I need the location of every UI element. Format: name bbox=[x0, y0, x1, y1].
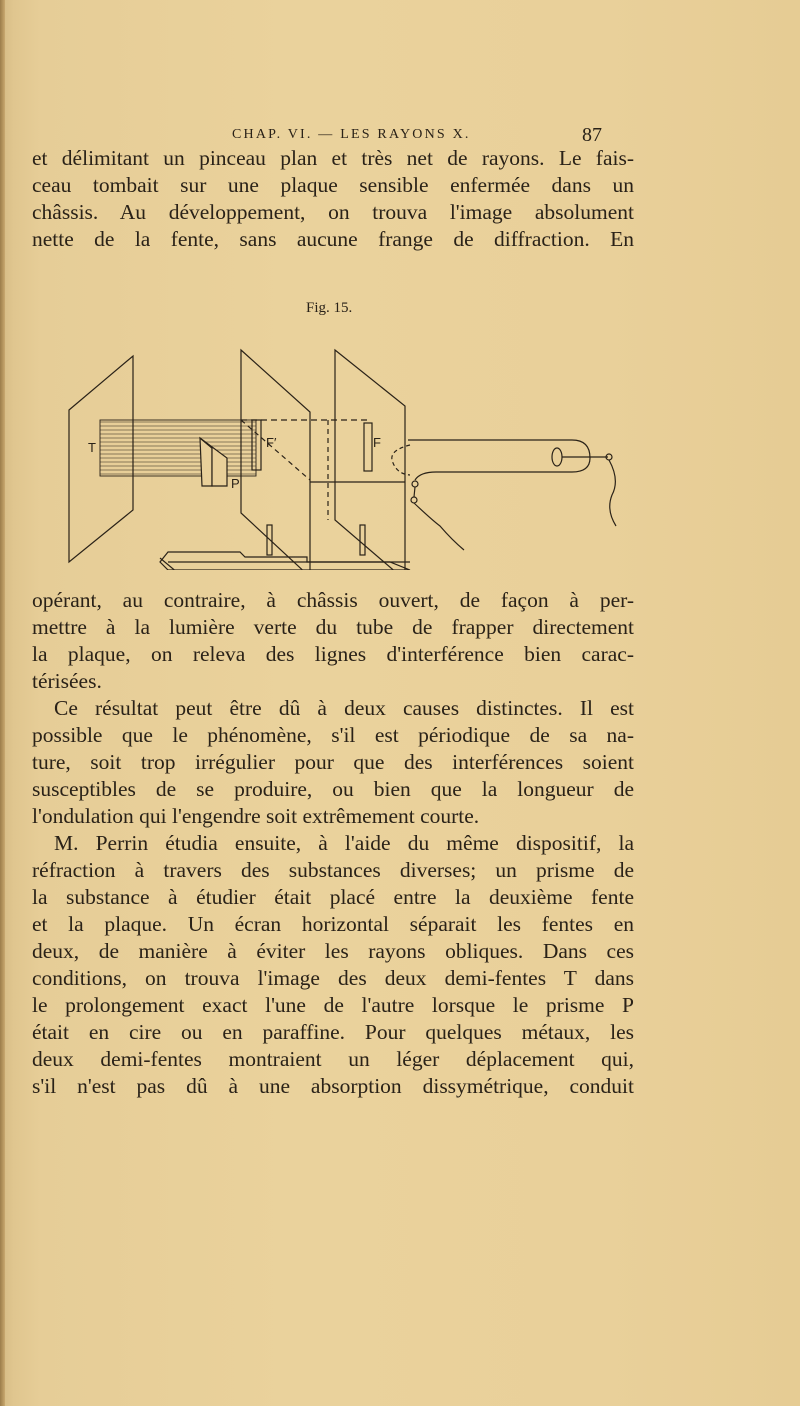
text-line: conditions, on trouva l'image des deux demi-fentes T dans bbox=[32, 966, 634, 990]
text-line: térisées. bbox=[32, 669, 102, 693]
label-t: T bbox=[88, 440, 96, 455]
paragraph-top bbox=[32, 145, 634, 253]
text-line: nette de la fente, sans aucune frange de diffraction. En bbox=[32, 227, 634, 251]
screen-f-prime bbox=[241, 350, 310, 570]
text-line: ture, soit trop irrégulier pour que des interférences soient bbox=[32, 750, 634, 774]
screen-f bbox=[335, 350, 405, 570]
text-line: s'il n'est pas dû à une absorption dissymétrique, conduit bbox=[32, 1074, 634, 1098]
text-line: opérant, au contraire, à châssis ouvert, de façon à per- bbox=[32, 588, 634, 612]
page-number: 87 bbox=[582, 124, 602, 146]
text-line: la substance à étudier était placé entre la deuxième fente bbox=[32, 885, 634, 909]
figure-caption: Fig. 15. bbox=[306, 300, 353, 316]
text-line: la plaque, on releva des lignes d'interférence bien carac- bbox=[32, 642, 634, 666]
paragraph-body bbox=[32, 587, 634, 1100]
screen-t-plate bbox=[69, 356, 133, 562]
chapter-title: CHAP. VI. — LES RAYONS X. bbox=[232, 127, 471, 142]
base-stand bbox=[160, 525, 410, 570]
text-line: était en cire ou en paraffine. Pour quelques métaux, les bbox=[32, 1020, 634, 1044]
label-f: F bbox=[373, 435, 381, 450]
text-line: Ce résultat peut être dû à deux causes distinctes. Il est bbox=[54, 696, 634, 720]
text-line: et délimitant un pinceau plan et très net de rayons. Le fais- bbox=[32, 146, 634, 170]
text-line: châssis. Au développement, on trouva l'image absolument bbox=[32, 200, 634, 224]
text-line: l'ondulation qui l'engendre soit extrêmement courte. bbox=[32, 804, 480, 828]
text-line: et la plaque. Un écran horizontal séparait les fentes en bbox=[32, 912, 634, 936]
figure-apparatus bbox=[60, 330, 780, 570]
text-line: deux, de manière à éviter les rayons obliques. Dans ces bbox=[32, 939, 634, 963]
page-edge bbox=[0, 0, 5, 1406]
text-line: possible que le phénomène, s'il est périodique de sa na- bbox=[32, 723, 634, 747]
text-line: susceptibles de se produire, ou bien que la longueur de bbox=[32, 777, 634, 801]
text-line: M. Perrin étudia ensuite, à l'aide du même dispositif, la bbox=[54, 831, 634, 855]
text-line: réfraction à travers des substances diverses; un prisme de bbox=[32, 858, 634, 882]
text-line: mettre à la lumière verte du tube de frapper directement bbox=[32, 615, 634, 639]
text-line: le prolongement exact l'une de l'autre lorsque le prisme P bbox=[32, 993, 634, 1017]
crookes-tube bbox=[392, 440, 616, 550]
label-f-prime: F′ bbox=[266, 435, 277, 450]
text-line: deux demi-fentes montraient un léger déplacement qui, bbox=[32, 1047, 634, 1071]
text-line: ceau tombait sur une plaque sensible enfermée dans un bbox=[32, 173, 634, 197]
label-p: P bbox=[231, 476, 240, 491]
ray-beam bbox=[100, 422, 256, 474]
